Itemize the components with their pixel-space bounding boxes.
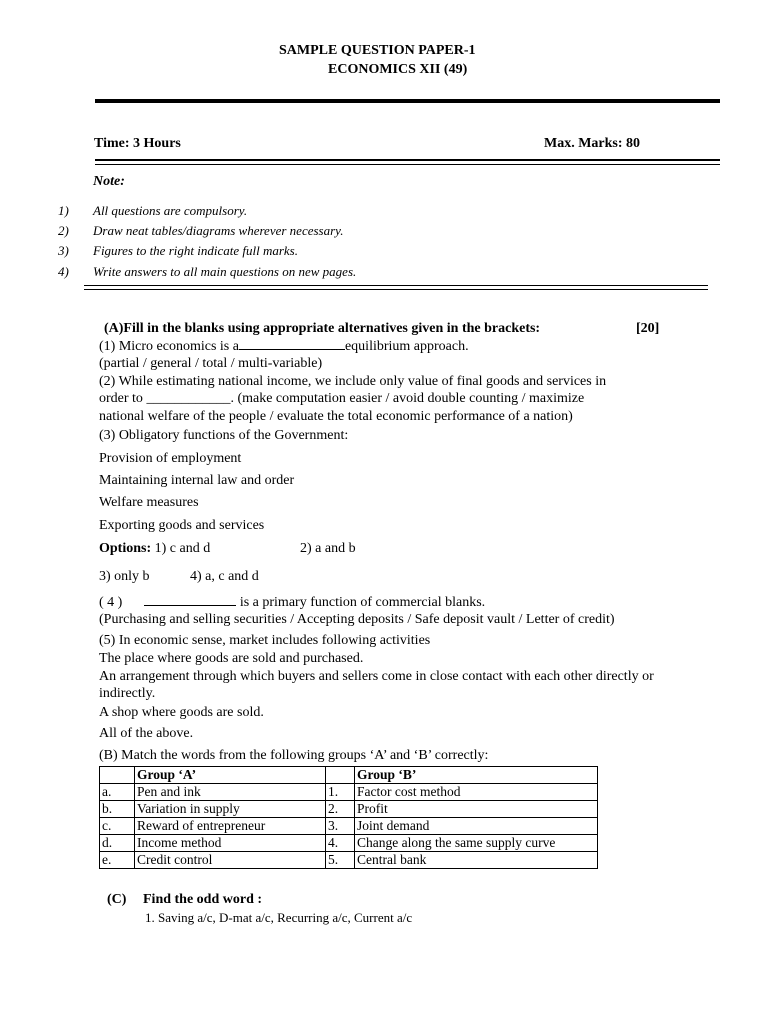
q3-item: Welfare measures (99, 495, 199, 510)
time-rule-bottom (95, 164, 720, 165)
group-b-key: 4. (326, 835, 355, 852)
option-4: 4) a, c and d (190, 569, 259, 584)
q1-options: (partial / general / total / multi-variable) (99, 356, 323, 371)
header-rule (95, 99, 720, 103)
group-a-key: b. (100, 801, 135, 818)
answer-blank: ____________ (146, 391, 231, 406)
note-text: Draw neat tables/diagrams wherever necessary. (93, 223, 344, 238)
table-cell (326, 767, 355, 784)
group-a-key: c. (100, 818, 135, 835)
group-a-text: Credit control (135, 852, 326, 869)
answer-blank (239, 338, 345, 350)
question-5: (5) In economic sense, market includes following activities (99, 633, 431, 648)
q4-number: ( 4 ) (99, 595, 123, 610)
section-c-label: (C) (107, 892, 127, 907)
table-row (100, 784, 598, 801)
table-row (100, 835, 598, 852)
question-1 (99, 338, 469, 355)
group-b-key: 5. (326, 852, 355, 869)
note-text: Figures to the right indicate full marks. (93, 243, 298, 258)
table-row (100, 818, 598, 835)
time-rule-top (95, 159, 720, 161)
section-b-heading: (B) Match the words from the following groups ‘A’ and ‘B’ correctly: (99, 748, 489, 763)
q3-options-row-1 (99, 541, 210, 557)
question-3: (3) Obligatory functions of the Government: (99, 428, 349, 443)
group-b-key: 2. (326, 801, 355, 818)
option-3: 3) only b (99, 569, 150, 584)
note-text: All questions are compulsory. (93, 203, 248, 218)
q2-line-1: (2) While estimating national income, we include only value of final goods and services in (99, 374, 607, 389)
note-number: 3) (58, 243, 69, 258)
paper-subject: ECONOMICS XII (49) (328, 62, 468, 77)
section-c-heading: Find the odd word : (143, 892, 263, 907)
q5-item: indirectly. (99, 686, 156, 701)
group-a-header: Group ‘A’ (135, 767, 326, 784)
q1-text-end: equilibrium approach. (344, 339, 469, 354)
group-a-key: e. (100, 852, 135, 869)
q1-text-start: (1) Micro economics is a (99, 339, 239, 354)
note-number: 1) (58, 203, 69, 218)
group-b-text: Profit (355, 801, 598, 818)
note-text: Write answers to all main questions on new pages. (93, 264, 357, 279)
group-b-key: 3. (326, 818, 355, 835)
group-b-text: Central bank (355, 852, 598, 869)
group-a-key: a. (100, 784, 135, 801)
answer-blank (144, 594, 236, 606)
q5-item: A shop where goods are sold. (99, 705, 264, 720)
group-a-key: d. (100, 835, 135, 852)
table-row (100, 852, 598, 869)
notes-rule-bottom (84, 289, 708, 290)
table-header-row (100, 767, 598, 784)
note-number: 2) (58, 223, 69, 238)
q5-item: The place where goods are sold and purchased. (99, 651, 364, 666)
q3-item: Maintaining internal law and order (99, 473, 295, 488)
q2-line-2 (99, 391, 584, 407)
table-row (100, 801, 598, 818)
max-marks-label: Max. Marks: 80 (544, 136, 641, 151)
q2-text-start: order to (99, 391, 143, 406)
options-label: Options: (99, 541, 152, 556)
option-2: 2) a and b (300, 541, 356, 556)
table-cell (100, 767, 135, 784)
q5-item: An arrangement through which buyers and sellers come in close contact with each other directly or (99, 669, 654, 684)
note-heading: Note: (93, 174, 125, 189)
group-b-key: 1. (326, 784, 355, 801)
group-a-text: Pen and ink (135, 784, 326, 801)
match-table (99, 766, 598, 869)
q2-text-end: . (make computation easier / avoid double counting / maximize (230, 391, 585, 406)
note-number: 4) (58, 264, 69, 279)
paper-title: SAMPLE QUESTION PAPER-1 (279, 43, 476, 58)
group-b-text: Change along the same supply curve (355, 835, 598, 852)
q4-options: (Purchasing and selling securities / Accepting deposits / Safe deposit vault / Letter of credit) (99, 612, 615, 627)
option-1: 1) c and d (154, 541, 211, 556)
group-b-text: Factor cost method (355, 784, 598, 801)
q4-text: is a primary function of commercial blanks. (239, 595, 486, 610)
question-4 (99, 594, 485, 611)
q5-item: All of the above. (99, 726, 194, 741)
notes-rule-top (84, 285, 708, 286)
group-b-text: Joint demand (355, 818, 598, 835)
section-a-heading: (A)Fill in the blanks using appropriate alternatives given in the brackets: (104, 321, 541, 336)
group-a-text: Reward of entrepreneur (135, 818, 326, 835)
q3-item: Exporting goods and services (99, 518, 265, 533)
group-a-text: Income method (135, 835, 326, 852)
group-a-text: Variation in supply (135, 801, 326, 818)
q3-item: Provision of employment (99, 451, 242, 466)
section-c-question-1: 1. Saving a/c, D-mat a/c, Recurring a/c, Current a/c (145, 910, 413, 925)
time-label: Time: 3 Hours (94, 136, 181, 151)
q2-line-3: national welfare of the people / evaluate the total economic performance of a nation) (99, 409, 573, 424)
section-a-marks: [20] (636, 321, 660, 336)
group-b-header: Group ‘B’ (355, 767, 598, 784)
